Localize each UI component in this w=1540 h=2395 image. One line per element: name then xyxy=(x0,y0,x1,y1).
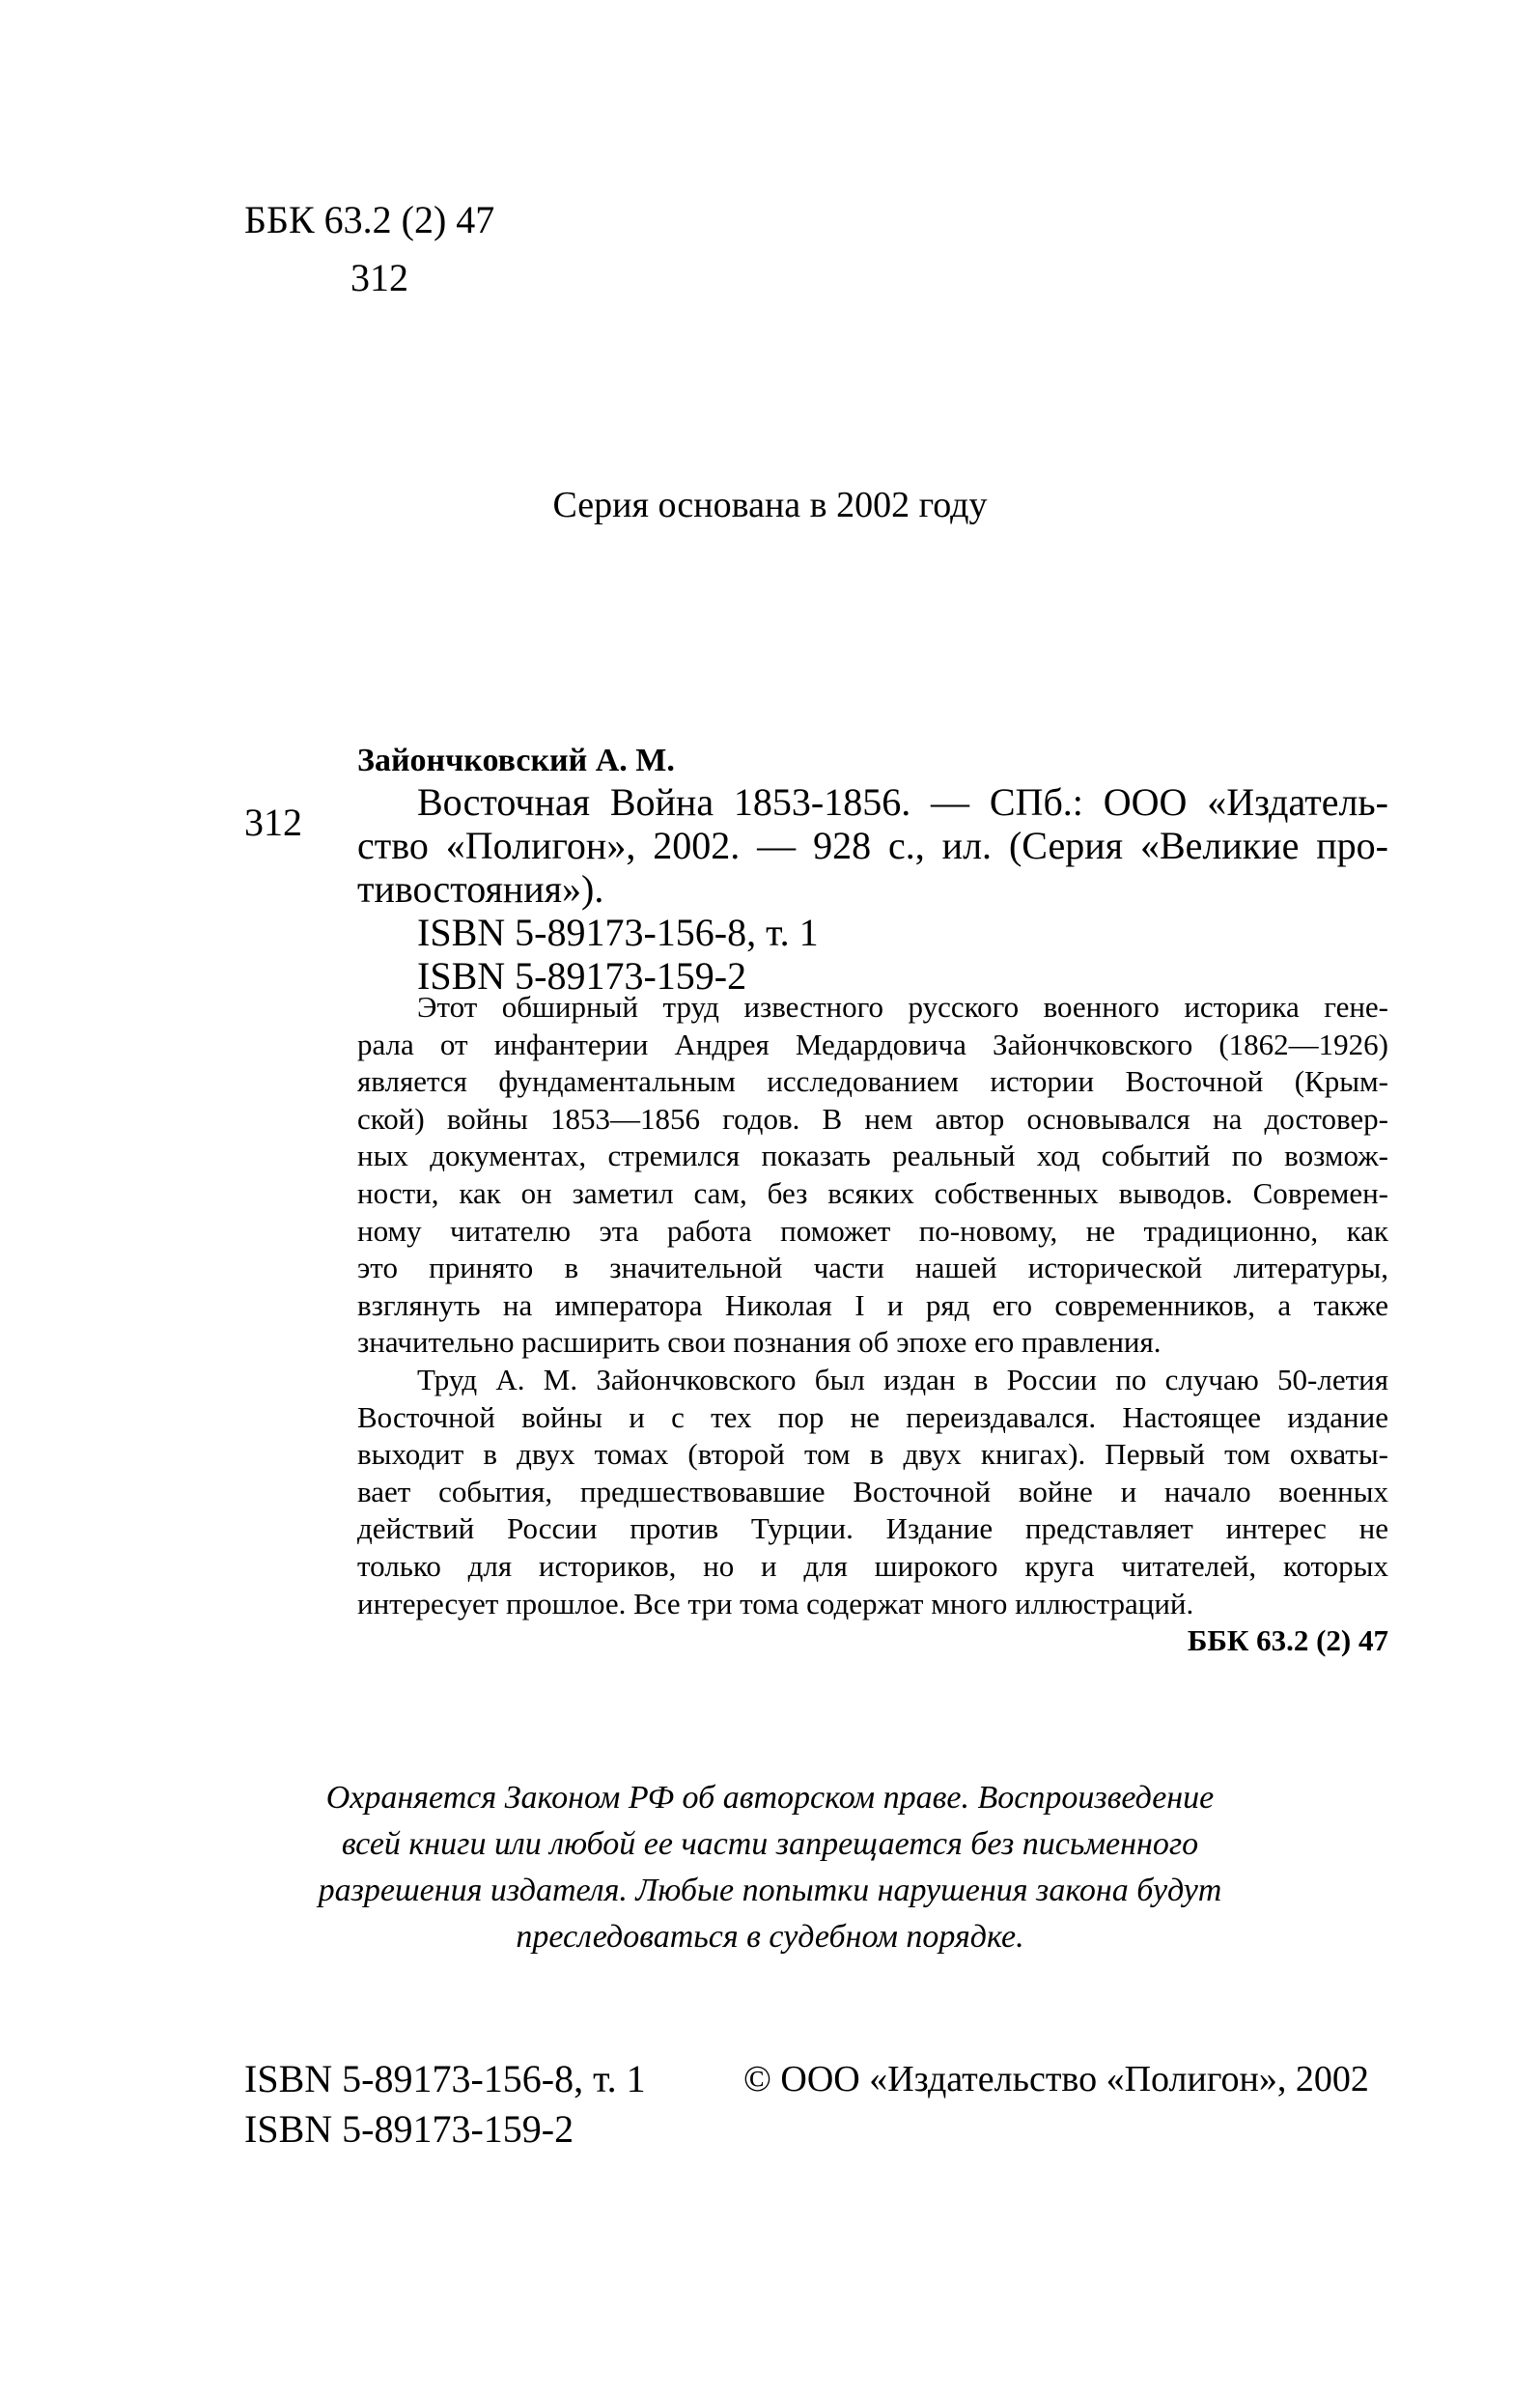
annotation-line: интересует прошлое. Все три тома содержат много иллюстраций. xyxy=(357,1586,1194,1620)
footer-isbn-line: ISBN 5-89173-159-2 xyxy=(244,2107,574,2151)
footer-isbn xyxy=(244,2054,646,2155)
isbn-line: ISBN 5-89173-159-2 xyxy=(417,954,747,998)
publisher-copyright: © ООО «Издательство «Полигон», 2002 xyxy=(743,2059,1369,2099)
copyright-notice-line: разрешения издателя. Любые попытки нарушения закона будут xyxy=(318,1873,1222,1908)
copyright-notice xyxy=(0,1775,1540,1960)
copyright-notice-line: Охраняется Законом РФ об авторском праве. Воспроизведение xyxy=(325,1780,1215,1816)
author-mark-side: 312 xyxy=(244,801,302,844)
bbk-annotation-code: ББК 63.2 (2) 47 xyxy=(1187,1623,1388,1658)
annotation-line: значительно расширить свои познания об эпохе его правления. xyxy=(357,1325,1162,1360)
annotation-line: ному читателю эта работа поможет по-новому, не традиционно, как xyxy=(357,1213,1388,1248)
bbk-header xyxy=(244,191,494,307)
isbn-line: ISBN 5-89173-156-8, т. 1 xyxy=(417,911,819,954)
annotation-line: вает события, предшествовавшие Восточной войне и начало военных xyxy=(357,1474,1388,1508)
bibliographic-description xyxy=(357,780,1388,998)
annotation-line: рала от инфантерии Андрея Медардовича Зайончковского (1862—1926) xyxy=(357,1027,1388,1061)
annotation-line: взглянуть на императора Николая I и ряд его современников, а также xyxy=(357,1287,1388,1322)
annotation-line: ных документах, стремился показать реальный ход событий по возмож- xyxy=(357,1139,1388,1173)
biblio-line: тивостояния»). xyxy=(357,867,604,911)
copyright-notice-line: преследоваться в судебном порядке. xyxy=(516,1919,1024,1955)
annotation-line: действий России против Турции. Издание представляет интерес не xyxy=(357,1511,1388,1546)
annotation-line: это принято в значительной части нашей исторической литературы, xyxy=(357,1251,1388,1285)
series-note: Серия основана в 2002 году xyxy=(552,485,988,525)
annotation-line: Труд А. М. Зайончковского был издан в России по случаю 50-летия xyxy=(417,1362,1388,1396)
annotation xyxy=(357,989,1388,1660)
annotation-line: Восточной войны и с тех пор не переиздавался. Настоящее издание xyxy=(357,1399,1388,1434)
annotation-line: ской) войны 1853—1856 годов. В нем автор основывался на достовер- xyxy=(357,1101,1388,1136)
annotation-line: Этот обширный труд известного русского военного историка гене- xyxy=(417,990,1388,1024)
bbk-author-mark: 312 xyxy=(350,256,408,299)
annotation-line: только для историков, но и для широкого круга читателей, которых xyxy=(357,1548,1388,1583)
copyright-notice-line: всей книги или любой ее части запрещается без письменного xyxy=(341,1826,1199,1862)
author-heading: Зайончковский А. М. xyxy=(357,743,675,778)
annotation-line: выходит в двух томах (второй том в двух книгах). Первый том охваты- xyxy=(357,1437,1388,1472)
bbk-code-line: ББК 63.2 (2) 47 xyxy=(244,198,495,241)
biblio-line: Восточная Война 1853-1856. — СПб.: ООО «Издатель- xyxy=(417,780,1388,824)
biblio-line: ство «Полигон», 2002. — 928 с., ил. (Серия «Великие про- xyxy=(357,824,1388,867)
footer-isbn-line: ISBN 5-89173-156-8, т. 1 xyxy=(244,2057,646,2100)
annotation-line: является фундаментальным исследованием истории Восточной (Крым- xyxy=(357,1064,1388,1099)
annotation-line: ности, как он заметил сам, без всяких собственных выводов. Современ- xyxy=(357,1175,1388,1210)
